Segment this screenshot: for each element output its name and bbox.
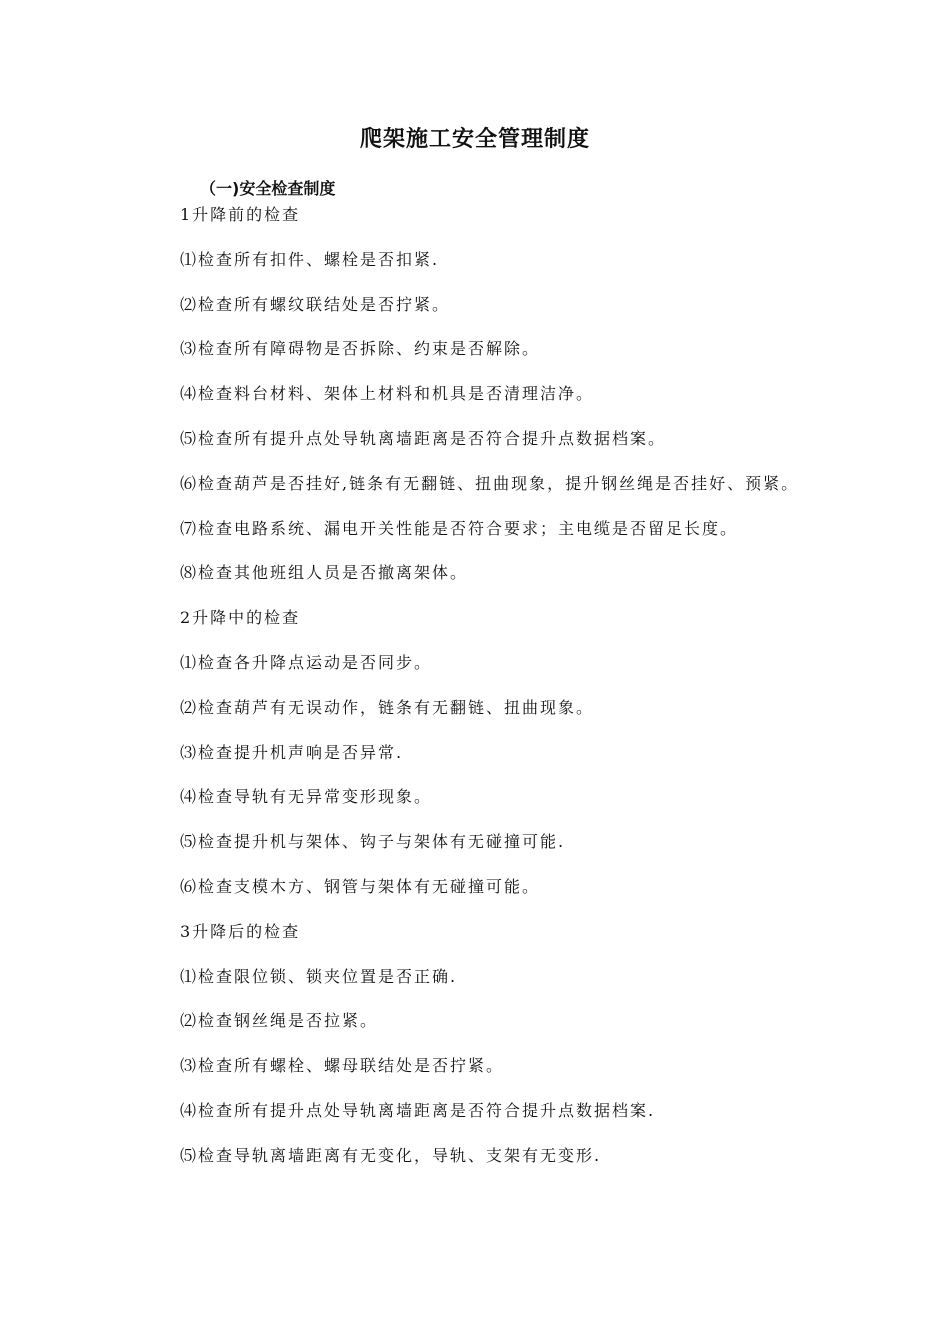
subsection-heading: 2升降中的检查 bbox=[180, 608, 301, 628]
list-item: ⑹检查支模木方、钢管与架体有无碰撞可能。 bbox=[180, 876, 541, 896]
list-item: ⑵检查钢丝绳是否拉紧。 bbox=[180, 1011, 379, 1031]
list-item: ⑺检查电路系统、漏电开关性能是否符合要求；主电缆是否留足长度。 bbox=[180, 518, 739, 538]
list-item: ⑹检查葫芦是否挂好,链条有无翻链、扭曲现象，提升钢丝绳是否挂好、预紧。 bbox=[180, 473, 800, 493]
subsection-heading: 3升降后的检查 bbox=[180, 921, 301, 941]
document-body bbox=[146, 204, 806, 1167]
list-item: ⑸检查所有提升点处导轨离墙距离是否符合提升点数据档案。 bbox=[180, 428, 667, 448]
list-item: ⑵检查所有螺纹联结处是否拧紧。 bbox=[180, 294, 451, 314]
list-item: ⑴检查限位锁、锁夹位置是否正确. bbox=[180, 966, 458, 986]
list-item: ⑶检查所有螺栓、螺母联结处是否拧紧。 bbox=[180, 1056, 505, 1076]
list-item: ⑷检查所有提升点处导轨离墙距离是否符合提升点数据档案. bbox=[180, 1100, 656, 1120]
list-item: ⑶检查提升机声响是否异常. bbox=[180, 742, 404, 762]
section-heading: （一)安全检查制度 bbox=[200, 179, 336, 198]
subsection-heading: 1升降前的检查 bbox=[180, 205, 301, 224]
list-item: ⑷检查料台材料、架体上材料和机具是否清理洁净。 bbox=[180, 384, 595, 404]
list-item: ⑶检查所有障碍物是否拆除、约束是否解除。 bbox=[180, 339, 541, 359]
list-item: ⑴检查各升降点运动是否同步。 bbox=[180, 652, 433, 672]
list-item: ⑷检查导轨有无异常变形现象。 bbox=[180, 787, 433, 807]
document-title: 爬架施工安全管理制度 bbox=[359, 127, 590, 152]
list-item: ⑻检查其他班组人员是否撤离架体。 bbox=[180, 563, 469, 583]
list-item: ⑸检查导轨离墙距离有无变化，导轨、支架有无变形. bbox=[180, 1145, 602, 1165]
list-item: ⑸检查提升机与架体、钩子与架体有无碰撞可能. bbox=[180, 832, 566, 852]
list-item: ⑵检查葫芦有无误动作，链条有无翻链、扭曲现象。 bbox=[180, 697, 595, 717]
list-item: ⑴检查所有扣件、螺栓是否扣紧. bbox=[180, 249, 440, 269]
